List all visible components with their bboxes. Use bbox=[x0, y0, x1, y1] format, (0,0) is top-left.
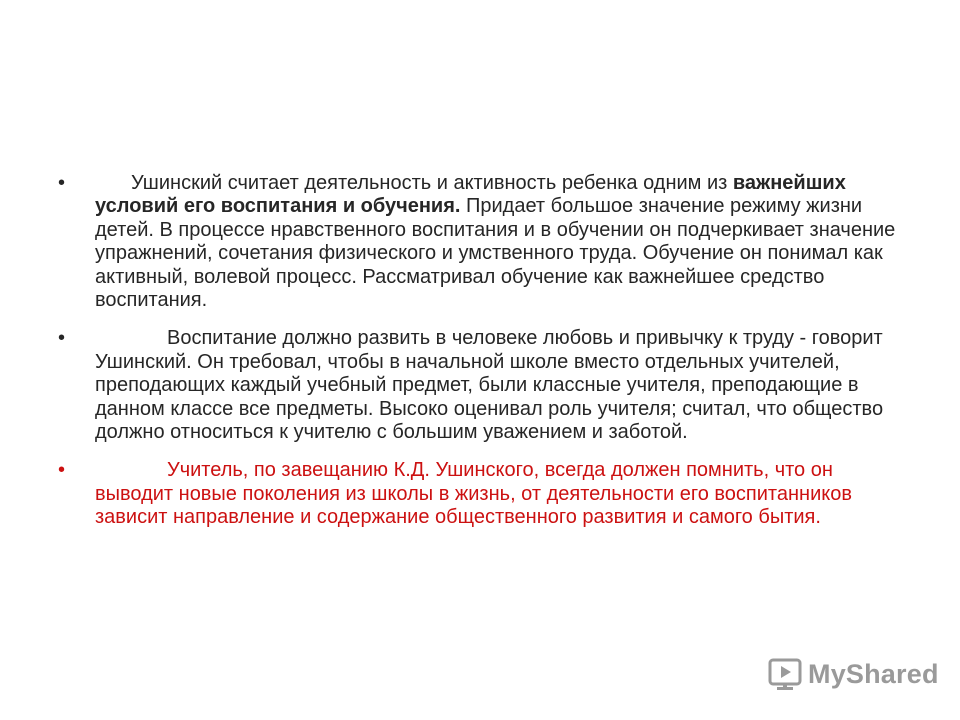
bullet-item-labor-education bbox=[58, 327, 908, 444]
watermark-brand: MyShared bbox=[808, 658, 939, 689]
slideshow-icon bbox=[768, 657, 802, 691]
bullet-text: Воспитание должно развить в человеке любовь и привычку к труду - говорит Ушинский. Он требовал, чтобы в начальной школе вместо отдельных учителей, преподающих каждый учебный предмет, были классные учителя, преподающие в данном классе все предметы. Высоко оценивал роль учителя; считал, что общество должно относиться к учителю с большим уважением и заботой. bbox=[95, 327, 884, 444]
bullet-lead-text: Ушинский считает деятельность и активность ребенка одним из bbox=[131, 172, 733, 194]
bullet-item-teacher-testament bbox=[58, 459, 908, 529]
bullet-text: Учитель, по завещанию К.Д. Ушинского, всегда должен помнить, что он выводит новые поколения из школы в жизнь, от деятельности его воспитанников зависит направление и содержание общественного развития и самого бытия. bbox=[95, 459, 852, 529]
myshared-watermark bbox=[768, 656, 939, 692]
bullet-icon: • bbox=[58, 459, 66, 482]
bullet-rest-text: Придает большое значение режиму жизни детей. В процессе нравственного воспитания и в обучении он подчеркивает значение упражнений, сочетания физического и умственного труда. Обучение он понимал как активный, волевой процесс. Рассматривал обучение как важнейшее средство воспитания. bbox=[95, 195, 896, 312]
bullet-icon: • bbox=[58, 172, 66, 194]
bullet-icon: • bbox=[58, 327, 66, 350]
bullet-item-ushinsky-activity bbox=[58, 172, 908, 312]
bullet-bold-text: важнейших условий его воспитания и обучения. bbox=[95, 172, 846, 218]
bullet-list bbox=[58, 172, 908, 545]
